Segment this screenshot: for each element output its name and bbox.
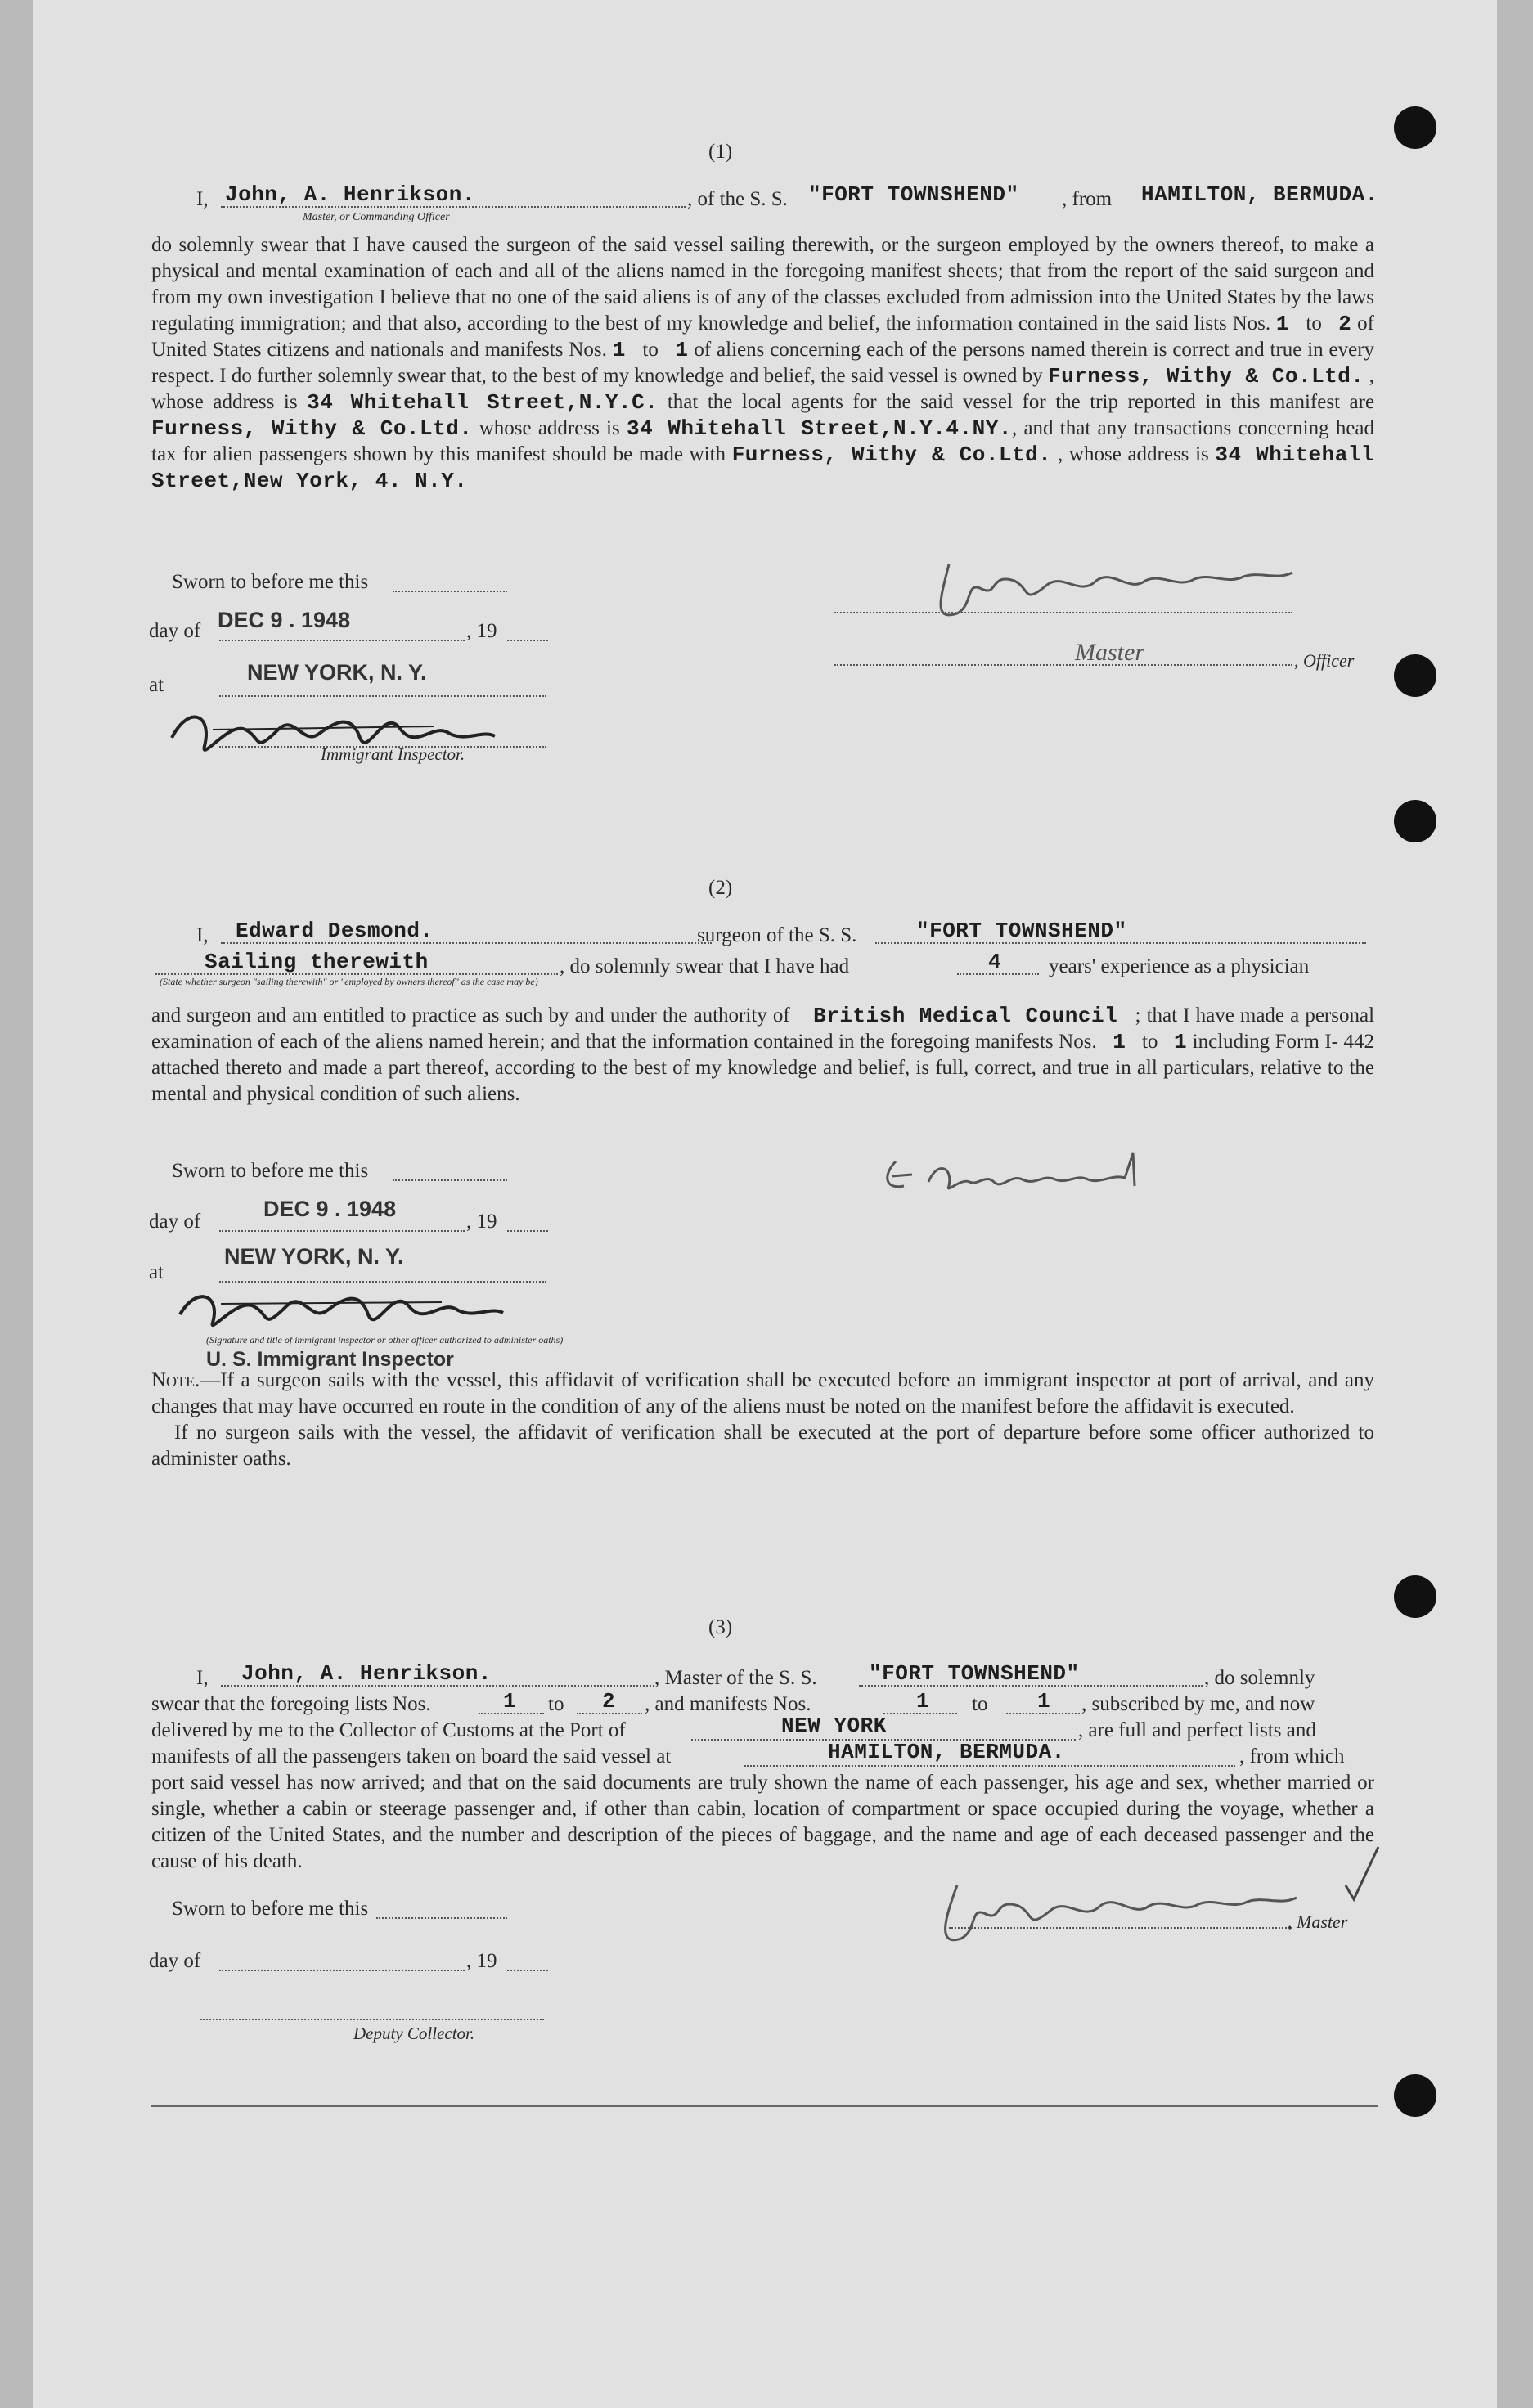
fill-line: [221, 206, 686, 208]
oath-text: of aliens concerning each of the persons named therein is correct and true in every respect. I do further solemnly swear that, to the best of my knowledge and belief, the said vessel is owned by: [151, 339, 1375, 387]
note-2: If no surgeon sails with the vessel, the affidavit of verification shall be executed at the port of departure before some officer authorized to administer oaths.: [151, 1422, 1374, 1470]
master-name-3: John, A. Henrikson.: [241, 1661, 492, 1686]
years-experience: 4: [988, 950, 1002, 974]
binder-hole: [1394, 654, 1436, 697]
officer-label: , Officer: [1294, 650, 1355, 671]
fill-line: [507, 1230, 548, 1232]
label-from: , from: [1062, 188, 1113, 210]
officer-title-handwritten: Master: [1075, 639, 1144, 666]
fill-line: [219, 1230, 465, 1232]
fill-line: [834, 664, 1292, 666]
master-label: , Master: [1288, 1912, 1348, 1932]
label-to: to: [1141, 1031, 1158, 1053]
year-label: , 19: [466, 620, 497, 642]
fill-line: [221, 1685, 654, 1687]
authority: British Medical Council: [813, 1004, 1118, 1028]
from-port: HAMILTON, BERMUDA.: [1141, 182, 1378, 207]
master-signature-3: [924, 1873, 1309, 1955]
manifest-from: 1: [1113, 1030, 1126, 1054]
owner: Furness, Withy & Co.Ltd.: [1047, 364, 1364, 389]
fill-line: [479, 1713, 544, 1714]
label-delivered: delivered by me to the Collector of Customs at the Port of: [151, 1719, 626, 1741]
sworn-place-stamp: NEW YORK, N. Y.: [247, 660, 427, 685]
inspector-signature-2: [172, 1278, 515, 1343]
document-page: [33, 0, 1497, 2408]
label-do-solemnly: , do solemnly: [1204, 1667, 1315, 1689]
sworn-place-stamp-2: NEW YORK, N. Y.: [224, 1244, 404, 1269]
lists-to-3: 2: [602, 1689, 616, 1714]
fill-line: [393, 591, 507, 592]
agents: Furness, Withy & Co.Ltd.: [151, 416, 473, 441]
fill-line: [393, 1179, 507, 1181]
fill-line: [949, 1927, 1292, 1929]
note-text: [151, 1368, 1374, 1472]
label-address: , whose address is: [151, 365, 1375, 413]
note-1: —If a surgeon sails with the vessel, this affidavit of verification shall be executed before an immigrant inspector at port of arrival, and any changes that may have occurred en route in the condition of any of the aliens must be noted on the manifest before the affidavit is executed.: [151, 1369, 1374, 1417]
day-of-label: day of: [149, 1211, 201, 1233]
bottom-rule: [151, 2105, 1378, 2107]
label-do-swear: , do solemnly swear that I have had: [560, 955, 850, 977]
section-number: (1): [708, 141, 733, 163]
binder-hole: [1394, 2074, 1436, 2117]
note-label: Note.: [151, 1369, 200, 1391]
lists-from: 1: [1275, 312, 1290, 336]
label-from-which: , from which: [1239, 1745, 1345, 1768]
sworn-label: Sworn to before me this: [172, 1160, 369, 1182]
binder-hole: [1394, 800, 1436, 842]
label-to: to: [972, 1693, 988, 1715]
section-number: (3): [708, 1616, 733, 1638]
manifests-to-3: 1: [1037, 1689, 1051, 1714]
immigrant-inspector-label: Immigrant Inspector.: [321, 744, 465, 764]
fill-line: [507, 640, 548, 641]
oath-text: of United States citizens and nationals and manifests Nos.: [151, 312, 1374, 361]
surgeon-signature: [879, 1145, 1174, 1202]
label-full-perfect: , are full and perfect lists and: [1078, 1719, 1316, 1741]
at-label: at: [149, 1261, 164, 1283]
sworn-label: Sworn to before me this: [172, 1898, 369, 1920]
sworn-date-stamp-2: DEC 9 . 1948: [263, 1197, 397, 1221]
label-i: I,: [196, 924, 209, 946]
oath-text: , and that any transactions concerning head tax for alien passengers shown by this manifest should be made with: [151, 417, 1375, 465]
label-of-the-ss: , of the S. S.: [687, 188, 788, 210]
binder-hole: [1394, 106, 1436, 149]
signature-caption: (Signature and title of immigrant inspector or other officer authorized to administer oaths): [206, 1334, 564, 1346]
section-number: (2): [708, 877, 733, 899]
lists-to: 2: [1338, 312, 1352, 336]
state-caption: (State whether surgeon "sailing therewith" or "employed by owners thereof" as the case may be): [160, 976, 538, 987]
label-master-of: , Master of the S. S.: [654, 1667, 817, 1689]
headtax-address: 34 Whitehall Street,New York, 4. N.Y.: [151, 443, 1375, 493]
oath-text: that the local agents for the said vessel for the trip reported in this manifest are: [667, 391, 1375, 413]
oath-text: do solemnly swear that I have caused the surgeon of the said vessel sailing therewith, or the surgeon employed by the owners thereof, to make a physical and mental examination of each and all of the aliens named in the foregoing manifest sheets; that from the report of the said surgeon and from my own investigation I believe that no one of the said aliens is of any of the classes excluded from admission into the United States by the laws regulating immigration; and that also, according to the best of my knowledge and belief, the information contained in the said lists Nos.: [151, 234, 1374, 335]
fill-line: [507, 1970, 548, 1971]
fill-line: [834, 612, 1292, 613]
fill-line: [957, 973, 1039, 975]
agents-address: 34 Whitehall Street,N.Y.4.NY.: [626, 416, 1012, 441]
fill-line: [744, 1765, 1235, 1767]
surgeon-name: Edward Desmond.: [236, 919, 434, 943]
oath-text: including Form I- 442 attached thereto and made a part thereof, according to the best of my knowledge and belief, is full, correct, and true in all particulars, relative to the mental and physical condition of such aliens.: [151, 1031, 1374, 1105]
master-signature: [924, 548, 1317, 630]
label-manifests-all: manifests of all the passengers taken on board the said vessel at: [151, 1745, 672, 1768]
year-label: , 19: [466, 1950, 497, 1972]
fill-line: [875, 942, 1366, 944]
inspector-stamp: U. S. Immigrant Inspector: [206, 1348, 454, 1371]
sworn-label: Sworn to before me this: [172, 571, 369, 593]
fill-line: [859, 1685, 1203, 1687]
sailing-therewith: Sailing therewith: [205, 950, 429, 974]
label-manifests: , and manifests Nos.: [645, 1693, 811, 1715]
fill-line: [219, 640, 465, 641]
manifests-to: 1: [675, 338, 689, 362]
port-3: NEW YORK: [781, 1714, 887, 1738]
at-label: at: [149, 674, 164, 696]
label-to: to: [1306, 312, 1322, 335]
owner-address: 34 Whitehall Street,N.Y.C.: [307, 390, 659, 415]
label-address: , whose address is: [1058, 443, 1209, 465]
from-port-3: HAMILTON, BERMUDA.: [828, 1740, 1065, 1764]
check-mark: [1342, 1840, 1391, 1906]
ship-name-2: "FORT TOWNSHEND": [916, 919, 1127, 943]
label-subscribed: , subscribed by me, and now: [1081, 1693, 1315, 1715]
oath-text: that I have made a personal examination of each of the aliens named herein; and that the information contained in the foregoing manifests Nos.: [151, 1004, 1375, 1053]
label-lists: swear that the foregoing lists Nos.: [151, 1693, 431, 1715]
fill-line: [883, 1713, 957, 1714]
ship-name: "FORT TOWNSHEND": [808, 182, 1019, 207]
fill-line: [376, 1917, 507, 1919]
master-caption: Master, or Commanding Officer: [303, 211, 450, 223]
label-to: to: [642, 339, 659, 361]
label-address: whose address is: [479, 417, 620, 439]
lists-from-3: 1: [503, 1689, 517, 1714]
fill-line: [219, 1970, 465, 1971]
day-of-label: day of: [149, 1950, 201, 1972]
year-label: , 19: [466, 1211, 497, 1233]
label-to: to: [548, 1693, 564, 1715]
label-years-exp: years' experience as a physician: [1049, 955, 1310, 977]
day-of-label: day of: [149, 620, 201, 642]
master-name: John, A. Henrikson.: [225, 182, 475, 207]
deputy-collector-label: Deputy Collector.: [353, 2024, 475, 2043]
manifests-from: 1: [612, 338, 626, 362]
label-i: I,: [196, 188, 209, 210]
binder-hole: [1394, 1575, 1436, 1618]
section1-oath-text: [151, 232, 1374, 494]
oath-text: and surgeon and am entitled to practice as such by and under the authority of: [151, 1004, 790, 1027]
label-i: I,: [196, 1667, 209, 1689]
fill-line: [577, 1713, 642, 1714]
fill-line: [221, 942, 712, 944]
fill-line: [1006, 1713, 1080, 1714]
sworn-date-stamp: DEC 9 . 1948: [218, 608, 351, 632]
section3-oath-text: port said vessel has now arrived; and that on the said documents are truly shown the name of each passenger, his age and sex, whether married or single, whether a cabin or steerage passenger and, if other than cabin, location of compartment or space occupied during the voyage, whether a citizen of the United States, and the number and description of the pieces of baggage, and the name and age of each deceased passenger and the cause of his death.: [151, 1772, 1374, 1872]
manifest-to: 1: [1174, 1030, 1188, 1054]
headtax-party: Furness, Withy & Co.Ltd.: [731, 443, 1052, 467]
ship-name-3: "FORT TOWNSHEND": [869, 1661, 1080, 1686]
section2-oath-text: and surgeon and am entitled to practice as such by and under the authority of British Medical Council ; that I have made a personal examination of each of the aliens named herein; and that the information contained in the foregoing manifests Nos. 1 to 1 including Form I- 442 attached thereto and made a part thereof, according to the best of my knowledge and belief, is full, correct, and true in all particulars, relative to the mental and physical condition of such aliens.: [151, 1004, 1375, 1105]
manifests-from-3: 1: [916, 1689, 930, 1714]
label-surgeon-of: surgeon of the S. S.: [697, 924, 857, 946]
